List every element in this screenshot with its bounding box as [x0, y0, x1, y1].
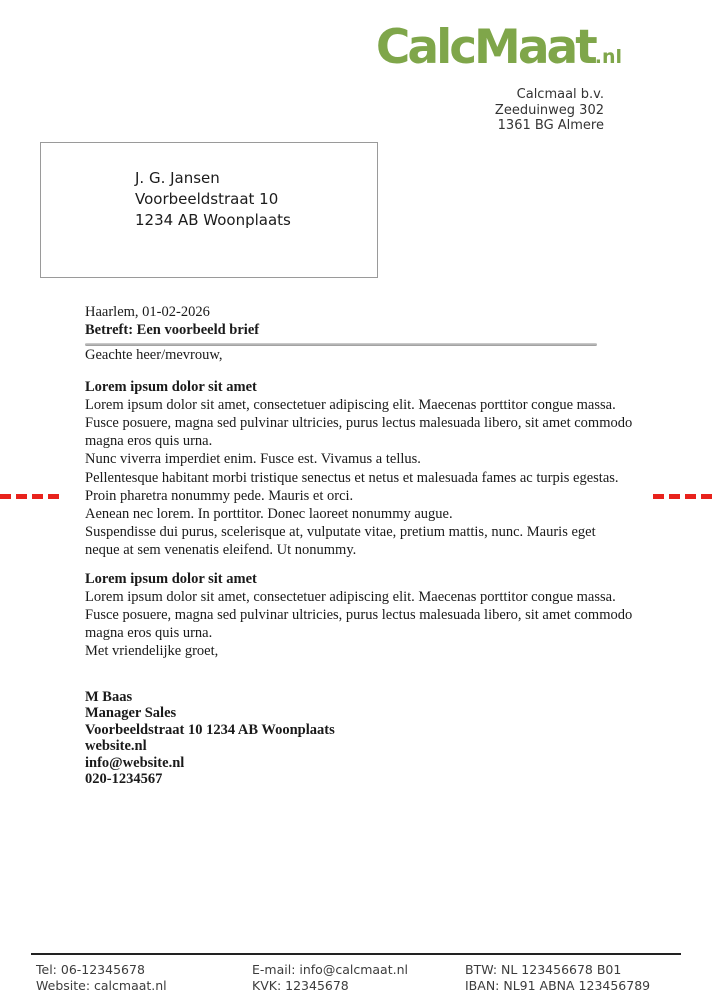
body-paragraph: Aenean nec lorem. In porttitor. Donec laoreet nonummy augue. — [85, 506, 453, 523]
footer-column-btw-iban — [465, 962, 650, 994]
body-paragraph: Suspendisse dui purus, scelerisque at, vulputate vitae, pretium mattis, nunc. Mauris eget neque at sem venenatis eleifend. Ut nonummy. — [85, 524, 596, 559]
body-block — [85, 378, 633, 560]
subject-line: Betreft: Een voorbeeld brief — [85, 322, 260, 339]
signature-title: Manager Sales — [85, 705, 177, 722]
letter-body — [85, 303, 633, 788]
block-heading: Lorem ipsum dolor sit amet — [85, 378, 257, 395]
company-logo — [375, 20, 622, 75]
body-block — [85, 570, 633, 643]
salutation: Geachte heer/mevrouw, — [85, 347, 223, 364]
footer-column-email-kvk — [252, 962, 408, 994]
footer-iban: IBAN: NL91 ABNA 123456789 — [465, 978, 651, 993]
logo-brand-text: CalcMaat — [375, 20, 595, 75]
company-street: Zeeduinweg 302 — [494, 102, 604, 118]
company-address-block — [495, 87, 604, 134]
fold-mark-right-icon — [650, 494, 712, 499]
company-city: 1361 BG Almere — [497, 118, 604, 133]
signature-phone: 020-1234567 — [85, 771, 163, 788]
signature-block — [85, 689, 633, 788]
footer-tel: Tel: 06-12345678 — [36, 962, 145, 977]
signature-email: info@website.nl — [85, 754, 185, 771]
body-paragraph: Lorem ipsum dolor sit amet, consectetuer adipiscing elit. Maecenas porttitor congue massa. Fusce posuere, magna sed pulvinar ultricies, purus lectus malesuada libero, sit amet commodo magna eros quis urna. — [85, 396, 633, 450]
footer-column-contact — [36, 962, 167, 994]
signature-website: website.nl — [85, 738, 147, 755]
fold-mark-left-icon — [0, 494, 62, 499]
company-name: Calcmaal b.v. — [516, 87, 604, 102]
signature-address: Voorbeeldstraat 10 1234 AB Woonplaats — [85, 721, 335, 738]
body-paragraph: Lorem ipsum dolor sit amet, consectetuer adipiscing elit. Maecenas porttitor congue massa. Fusce posuere, magna sed pulvinar ultricies, purus lectus malesuada libero, sit amet commodo magna eros quis urna. — [85, 588, 633, 642]
footer-btw: BTW: NL 123456678 B01 — [465, 962, 622, 977]
body-paragraph: Nunc viverra imperdiet enim. Fusce est. Vivamus a tellus. — [85, 451, 421, 468]
logo-tld-text: .nl — [594, 46, 622, 68]
signature-name: M Baas — [85, 688, 133, 705]
date-line: Haarlem, 01-02-2026 — [85, 304, 210, 320]
footer-website: Website: calcmaat.nl — [36, 978, 167, 993]
block-heading: Lorem ipsum dolor sit amet — [85, 570, 257, 587]
recipient-address-block — [135, 168, 291, 231]
footer-divider — [31, 953, 681, 955]
body-paragraph: Pellentesque habitant morbi tristique senectus et netus et malesuada fames ac turpis egestas. Proin pharetra nonummy pede. Mauris et orci. — [85, 469, 619, 504]
recipient-street: Voorbeeldstraat 10 — [135, 190, 279, 208]
footer-email: E-mail: info@calcmaat.nl — [252, 962, 408, 977]
recipient-city: 1234 AB Woonplaats — [135, 211, 291, 229]
footer-kvk: KVK: 12345678 — [252, 978, 349, 993]
recipient-name: J. G. Jansen — [135, 169, 220, 187]
closing-line: Met vriendelijke groet, — [85, 643, 219, 660]
address-window-box — [40, 142, 378, 278]
